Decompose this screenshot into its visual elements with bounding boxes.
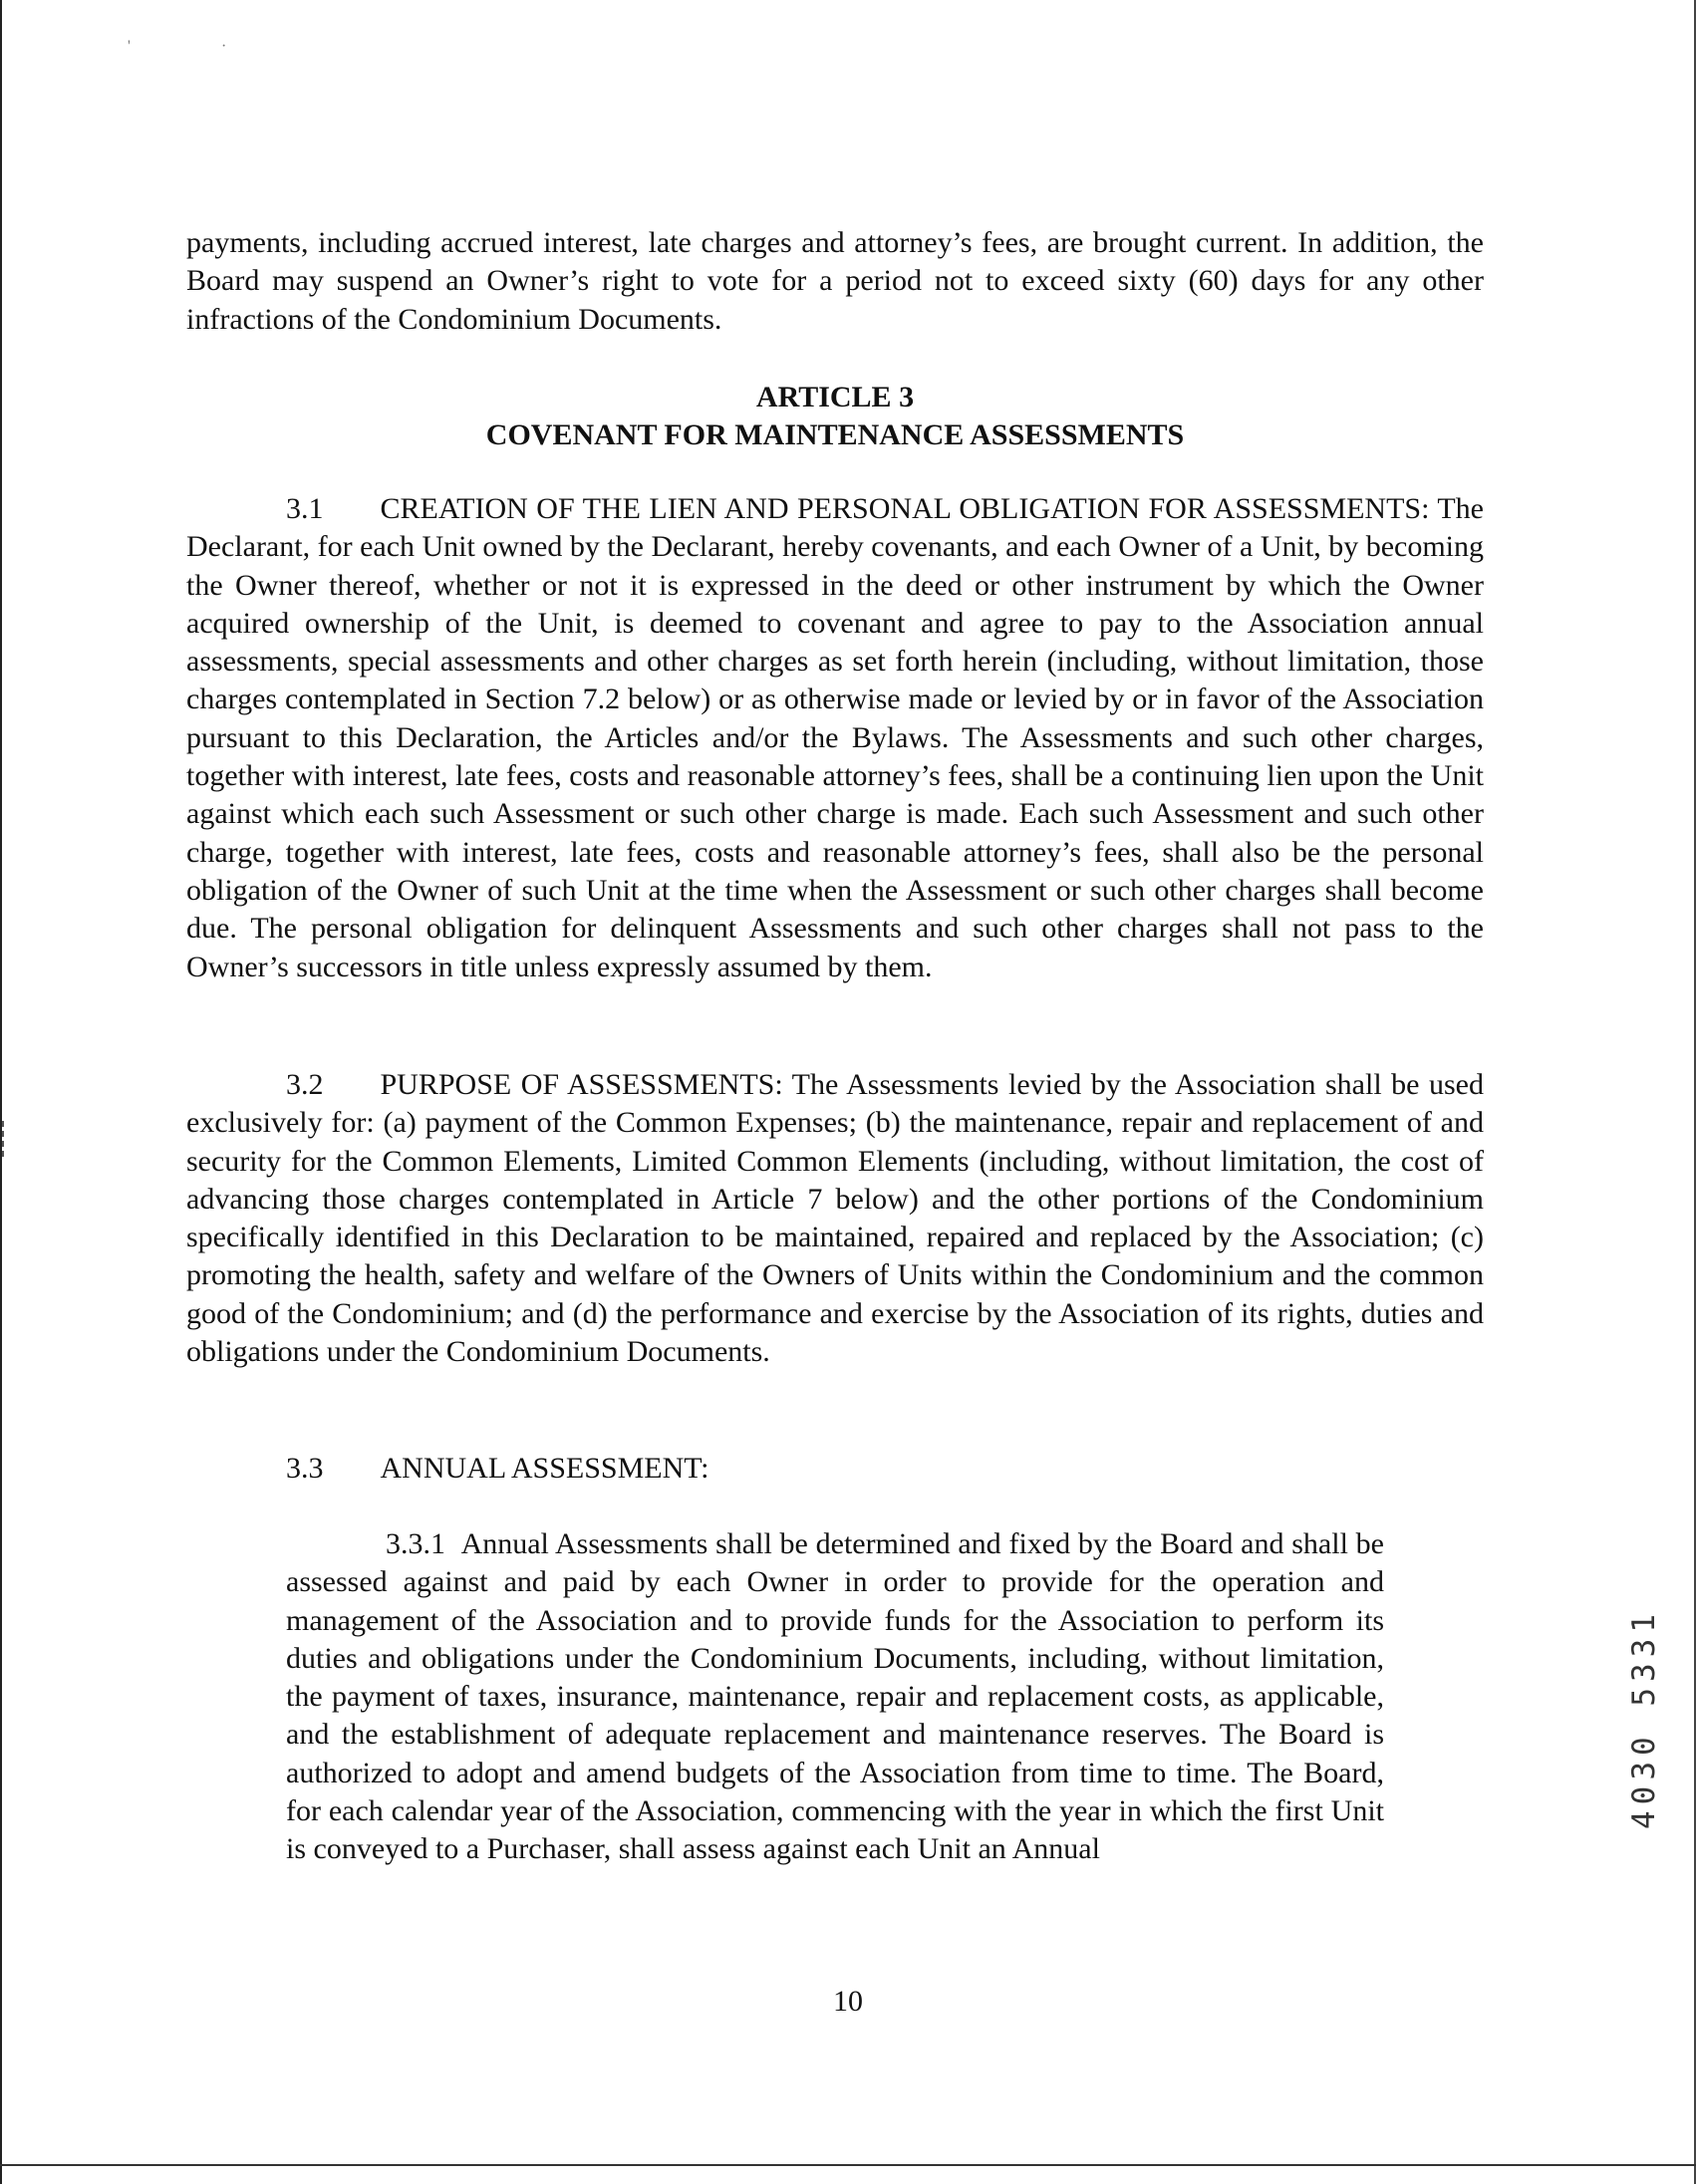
scan-left-edge bbox=[0, 0, 2, 2184]
section-text: ANNUAL ASSESSMENT: bbox=[380, 1452, 709, 1485]
section-3-2 bbox=[186, 1066, 1484, 1371]
article-title: COVENANT FOR MAINTENANCE ASSESSMENTS bbox=[485, 418, 1185, 451]
subsection-text: Annual Assessments shall be determined and fixed by the Board and shall be assessed against and paid by each Owner in order to provide for the operation and management of the Association and to provide funds for the Association to perform its duties and obligations under the Condominium Documents, including, without limitation, the payment of taxes, insurance, maintenance, repair and replacement costs, as applicable, and the establishment of adequate replacement and maintenance reserves. The Board is authorized to adopt and amend budgets of the Association from time to time. The Board, for each calendar year of the Association, commencing with the year in which the first Unit is conveyed to a Purchaser, shall assess against each Unit an Annual bbox=[286, 1527, 1385, 1866]
section-number: 3.1 bbox=[286, 492, 324, 525]
scan-speck: ' bbox=[128, 38, 131, 55]
paragraph-text: payments, including accrued interest, late charges and attorney’s fees, are brought current. In addition, the Board may suspend an Owner’s right to vote for a period not to exceed sixty (60) days for any other infractions of the Condominium Documents. bbox=[186, 226, 1484, 336]
page-number: 10 bbox=[833, 1985, 863, 2018]
article-number: ARTICLE 3 bbox=[755, 381, 915, 413]
paragraph-continuation bbox=[186, 224, 1484, 339]
scan-edge-ticks bbox=[2, 1121, 10, 1157]
section-text: CREATION OF THE LIEN AND PERSONAL OBLIGATION FOR ASSESSMENTS: The Declarant, for each Unit owned by the Declarant, hereby covenants, and each Owner of a Unit, by becoming the Owner thereof, whether or not it is expressed in the deed or other instrument by which the Owner acquired ownership of the Unit, is deemed to covenant and agree to pay to the Association annual assessments, special assessments and other charges as set forth herein (including, without limitation, those charges contemplated in Section 7.2 below) or as otherwise made or levied by or in favor of the Association pursuant to this Declaration, the Articles and/or the Bylaws. The Assessments and such other charges, together with interest, late fees, costs and reasonable attorney’s fees, shall be a continuing lien upon the Unit against which each such Assessment or such other charge is made. Each such Assessment and such other charge, together with interest, late fees, costs and reasonable attorney’s fees, shall also be the personal obligation of the Owner of such Unit at the time when the Assessment or such other charges shall become due. The personal obligation for delinquent Assessments and such other charges shall not pass to the Owner’s successors in title unless expressly assumed by them. bbox=[186, 492, 1484, 983]
subsection-3-3-1 bbox=[286, 1525, 1384, 1869]
section-3-1 bbox=[186, 490, 1484, 986]
subsection-number: 3.3.1 bbox=[386, 1527, 445, 1560]
section-number: 3.2 bbox=[286, 1068, 324, 1101]
margin-stamp: 4030 5331 bbox=[1626, 1608, 1662, 1829]
section-text: PURPOSE OF ASSESSMENTS: The Assessments levied by the Association shall be used exclusively for: (a) payment of the Common Expenses; (b) the maintenance, repair and replacement of and security for the Common Elements, Limited Common Elements (including, without limitation, the cost of advancing those charges contemplated in Article 7 below) and the other portions of the Condominium specifically identified in this Declaration to be maintained, repaired and replaced by the Association; (c) promoting the health, safety and welfare of the Owners of Units within the Condominium and the common good of the Condominium; and (d) the performance and exercise by the Association of its rights, duties and obligations under the Condominium Documents. bbox=[186, 1068, 1484, 1369]
section-3-3 bbox=[286, 1450, 708, 1488]
scan-bottom-edge bbox=[0, 2164, 1696, 2166]
section-number: 3.3 bbox=[286, 1452, 324, 1485]
scan-speck: · bbox=[221, 38, 227, 55]
